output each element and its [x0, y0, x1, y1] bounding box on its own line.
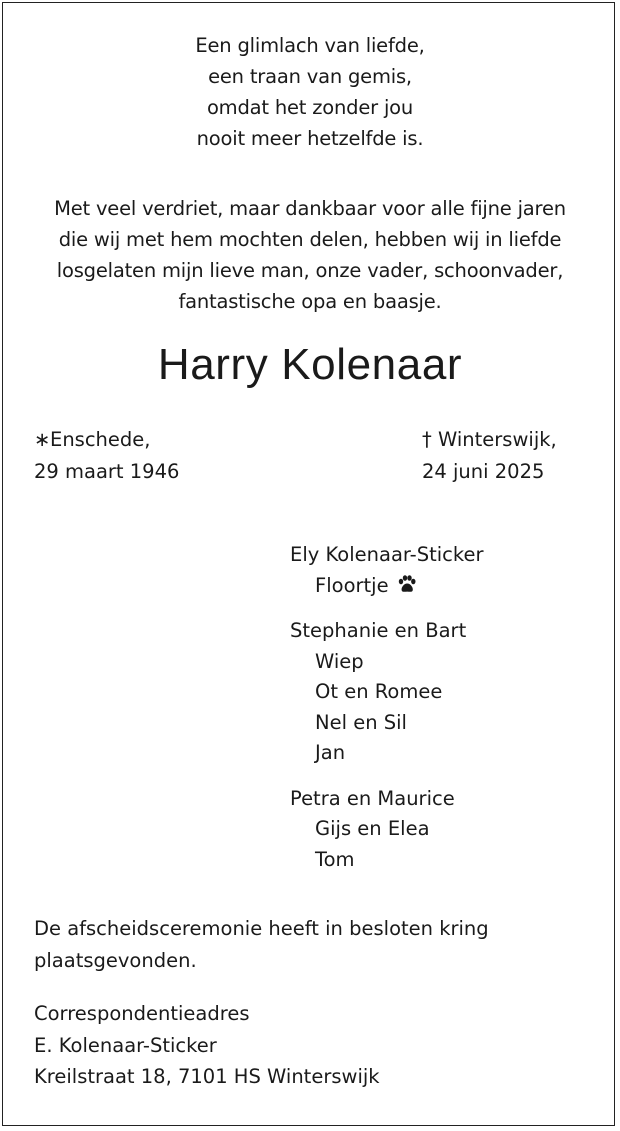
birth-star-icon: ∗: [34, 428, 51, 451]
ceremony-line: De afscheidsceremonie heeft in besloten kring: [34, 917, 489, 940]
intro-text: [0, 193, 620, 317]
family-group: [290, 540, 483, 601]
family-group: [290, 784, 483, 876]
family-head: Stephanie en Bart: [290, 619, 467, 642]
ceremony-line: plaatsgevonden.: [34, 949, 197, 972]
birth-info: [34, 424, 179, 488]
family-member: Gijs en Elea: [315, 817, 430, 840]
family-member: Jan: [315, 741, 346, 764]
family-head: Ely Kolenaar-Sticker: [290, 543, 484, 566]
address-name: E. Kolenaar-Sticker: [34, 1033, 217, 1057]
paw-print-icon: [397, 575, 417, 594]
family-head: Petra en Maurice: [290, 786, 455, 810]
birth-place: Enschede,: [50, 428, 151, 451]
intro-line: fantastische opa en baasje.: [178, 290, 442, 313]
birth-place-line: [34, 424, 179, 456]
poem: [0, 30, 620, 154]
intro-line: die wij met hem mochten delen, hebben wij in liefde: [58, 228, 562, 251]
intro-line: losgelaten mijn lieve man, onze vader, schoonvader,: [56, 259, 564, 282]
correspondence-address: [34, 998, 380, 1093]
poem-line: nooit meer hetzelfde is.: [196, 127, 424, 150]
intro-line: Met veel verdriet, maar dankbaar voor alle fijne jaren: [54, 197, 566, 220]
ceremony-notice: [34, 913, 594, 977]
poem-line: een traan van gemis,: [208, 65, 412, 88]
address-street: Kreilstraat 18, 7101 HS Winterswijk: [34, 1065, 380, 1088]
death-info: [422, 424, 557, 488]
family-member: Ot en Romee: [315, 680, 443, 703]
family-list: [290, 540, 483, 890]
family-group: [290, 616, 483, 769]
birth-date: 29 maart 1946: [34, 460, 180, 483]
poem-line: Een glimlach van liefde,: [195, 34, 425, 57]
death-date: 24 juni 2025: [422, 460, 545, 483]
family-member: Floortje: [290, 571, 483, 602]
address-heading: Correspondentieadres: [34, 1002, 250, 1025]
family-member: Nel en Sil: [315, 710, 407, 734]
death-cross-icon: †: [422, 428, 432, 451]
death-place: Winterswijk,: [438, 428, 557, 451]
deceased-name: Harry Kolenaar: [157, 340, 463, 389]
poem-line: omdat het zonder jou: [206, 96, 414, 119]
family-member: Tom: [315, 847, 355, 871]
family-member: Wiep: [315, 649, 364, 673]
death-place-line: [422, 424, 557, 456]
